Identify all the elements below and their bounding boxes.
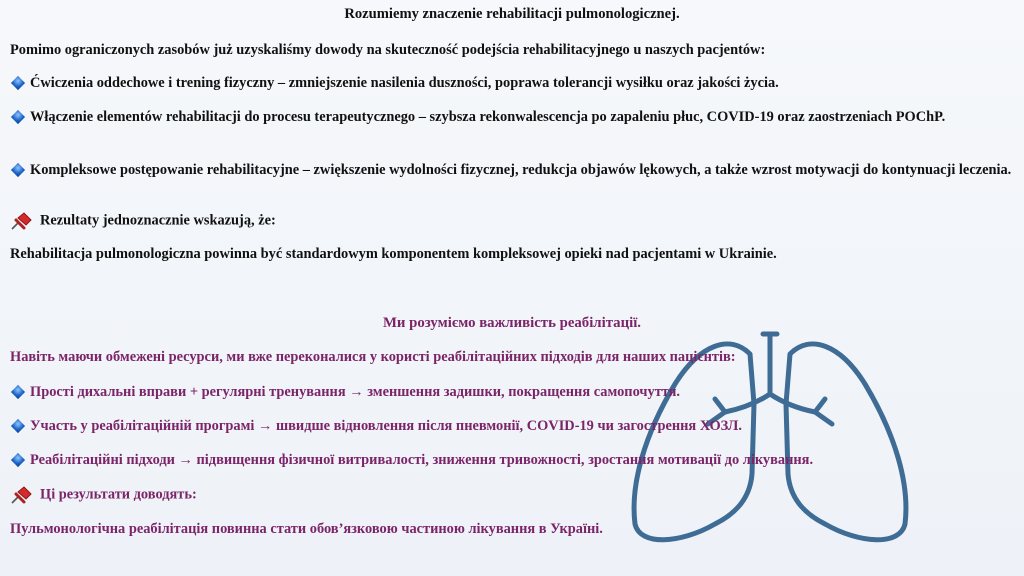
polish-title: Rozumiemy znaczenie rehabilitacji pulmonologicznej. bbox=[344, 6, 680, 22]
polish-bullet-1 bbox=[10, 75, 1015, 93]
polish-conclusion: Rehabilitacja pulmonologiczna powinna być standardowym komponentem kompleksowej opieki nad pacjentami w Ukrainie. bbox=[10, 246, 777, 262]
pushpin-icon bbox=[10, 212, 32, 230]
blue-diamond-icon bbox=[11, 419, 25, 433]
ukrainian-bullet-2 bbox=[10, 418, 1015, 436]
ukrainian-bullet-3 bbox=[10, 452, 1015, 470]
polish-intro: Pomimo ograniczonych zasobów już uzyskaliśmy dowody na skuteczność podejścia rehabilitacyjnego u naszych pacjentów: bbox=[10, 42, 766, 58]
blue-diamond-icon bbox=[11, 110, 25, 124]
ukrainian-title: Ми розуміємо важливість реабілітації. bbox=[382, 315, 642, 331]
polish-results-text: Rezultaty jednoznacznie wskazują, że: bbox=[40, 212, 276, 229]
ukrainian-bullet-3-text: Реабілітаційні підходи → підвищення фізичної витривалості, зниження тривожності, зростання мотивації до лікування. bbox=[30, 452, 814, 468]
blue-diamond-icon bbox=[11, 385, 25, 399]
ukrainian-results bbox=[10, 486, 1015, 504]
ukrainian-results-text: Ці результати доводять: bbox=[40, 486, 197, 503]
polish-bullet-2 bbox=[10, 109, 1015, 127]
ukrainian-conclusion: Пульмонологічна реабілітація повинна стати обов’язковою частиною лікування в Україні. bbox=[10, 521, 603, 537]
blue-diamond-icon bbox=[11, 453, 25, 467]
blue-diamond-icon bbox=[11, 76, 25, 90]
ukrainian-bullet-1 bbox=[10, 384, 1015, 402]
polish-bullet-1-text: Ćwiczenia oddechowe i trening fizyczny – zmniejszenie nasilenia duszności, poprawa tolerancji wysiłku oraz jakości życia. bbox=[30, 75, 779, 91]
pushpin-icon bbox=[10, 486, 32, 504]
ukrainian-bullet-2-text: Участь у реабілітаційній програмі → швидше відновлення після пневмонії, COVID-19 чи загострення ХОЗЛ. bbox=[30, 418, 742, 434]
polish-bullet-3-text: Kompleksowe postępowanie rehabilitacyjne – zwiększenie wydolności fizycznej, redukcja objawów lękowych, a także wzrost motywacji do kontynuacji leczenia. bbox=[30, 162, 1012, 178]
polish-results bbox=[10, 212, 1015, 230]
ukrainian-intro: Навіть маючи обмежені ресурси, ми вже переконалися у користі реабілітаційних підходів для наших пацієнтів: bbox=[10, 349, 736, 365]
polish-bullet-3 bbox=[10, 162, 1015, 180]
blue-diamond-icon bbox=[11, 163, 25, 177]
ukrainian-bullet-1-text: Прості дихальні вправи + регулярні тренування → зменшення задишки, покращення самопочуття. bbox=[30, 384, 681, 400]
polish-bullet-2-text: Włączenie elementów rehabilitacji do procesu terapeutycznego – szybsza rekonwalescencja po zapaleniu płuc, COVID-19 oraz zaostrzeniach POChP. bbox=[30, 109, 946, 125]
